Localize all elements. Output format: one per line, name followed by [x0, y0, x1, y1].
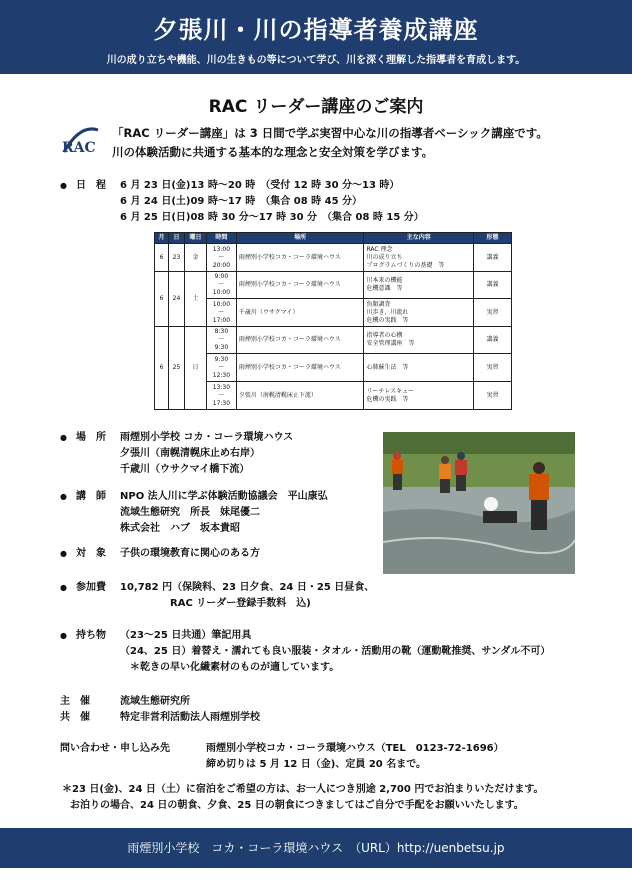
intro-line-1: 「RAC リーダー講座」は 3 日間で学ぶ実習中心な川の指導者ベーシック講座です。 [112, 126, 548, 140]
instructors-label: 講 師 [76, 491, 106, 502]
organizer-label: 主 催 [60, 696, 90, 707]
bullet-icon: ● [60, 181, 67, 190]
items-lines [120, 628, 550, 676]
items-label: 持ち物 [76, 630, 106, 641]
schedule-line: 6 月 24 日(土)09 時～17 時 （集合 08 時 45 分） [120, 196, 363, 207]
table-row [155, 299, 512, 327]
table-header-row [155, 233, 512, 244]
svg-text:RAC: RAC [62, 140, 96, 156]
table-row [155, 327, 512, 354]
bullet-icon: ● [60, 631, 67, 640]
cell-weekday: 日 [184, 327, 206, 410]
cell-time: 13:30 ～ 17:30 [206, 382, 236, 410]
cell-form: 実習 [474, 382, 512, 410]
organizer-value: 流域生態研究所 [120, 696, 190, 707]
bullet-icon: ● [60, 549, 67, 558]
contact-deadline: 締め切りは 5 月 12 日（金)、定員 20 名まで。 [206, 759, 427, 770]
coorganizer-value: 特定非営利活動法人雨煙別学校 [120, 712, 260, 723]
cell-time: 10:00 ～ 17:00 [206, 299, 236, 327]
venue-line: 雨煙別小学校 コカ・コーラ環境ハウス [120, 432, 294, 443]
cell-form: 実習 [474, 299, 512, 327]
fee-lines [120, 580, 374, 612]
items-line: ＊乾きの早い化繊素材のものが適しています。 [120, 662, 340, 673]
cell-form: 実習 [474, 354, 512, 382]
notes-section [62, 782, 544, 814]
intro-text [112, 124, 548, 162]
cell-content: RAC 理念 川の成り立ち プログラムづくりの基礎 等 [364, 244, 474, 272]
target-line: 子供の環境教育に関心のある方 [120, 548, 260, 559]
table-row [155, 382, 512, 410]
table-header: 場所 [236, 233, 364, 244]
fee-line: RAC リーダー登録手数料 込) [120, 598, 311, 609]
cell-month: 6 [155, 327, 169, 410]
cell-weekday: 土 [184, 272, 206, 327]
cell-month: 6 [155, 244, 169, 272]
cell-place: 雨煙別小学校コカ・コーラ環境ハウス [236, 354, 364, 382]
page-title: 夕張川・川の指導者養成講座 [153, 16, 479, 44]
bullet-icon: ● [60, 492, 67, 501]
cell-month: 6 [155, 272, 169, 327]
coorganizer-label: 共 催 [60, 712, 90, 723]
table-row [155, 244, 512, 272]
cell-time: 8:30 ～ 9:30 [206, 327, 236, 354]
venue-lines [120, 430, 293, 478]
instructors-lines [120, 489, 328, 537]
schedule-line: 6 月 23 日(金)13 時～20 時 （受付 12 時 30 分～13 時） [120, 180, 400, 191]
table-row [155, 354, 512, 382]
page-subtitle: 川の成り立ちや機能、川の生きもの等について学び、川を深く理解した指導者を育成します。 [106, 55, 526, 66]
river-activity-photo [383, 432, 575, 574]
bullet-icon: ● [60, 433, 67, 442]
instructor-line: NPO 法人川に学ぶ体験活動協議会 平山康弘 [120, 491, 328, 502]
cell-content: 指導者の心構 安全管理講座 等 [364, 327, 474, 354]
intro-line-2: 川の体験活動に共通する基本的な理念と安全対策を学びます。 [112, 145, 434, 159]
table-header: 月 [155, 233, 169, 244]
schedule-lines [120, 178, 424, 226]
cell-content: リーチレスキュー 危機の実践 等 [364, 382, 474, 410]
venue-line: 夕張川（南幌清幌床止め右岸） [120, 448, 260, 459]
contact-value: 雨煙別小学校コカ・コーラ環境ハウス（TEL 0123-72-1696） [206, 743, 504, 754]
fee-label: 参加費 [76, 582, 106, 593]
cell-form: 講義 [474, 272, 512, 299]
note-line: ＊23 日(金)、24 日（土）に宿泊をご希望の方は、お一人につき別途 2,700 円でお泊まりいただけます。 [62, 784, 544, 795]
river-photo-graphic [383, 432, 575, 574]
schedule-table [154, 232, 512, 410]
cell-weekday: 金 [184, 244, 206, 272]
cell-form: 講義 [474, 244, 512, 272]
contact-label: 問い合わせ・申し込み先 [60, 743, 170, 754]
venue-label: 場 所 [76, 432, 106, 443]
schedule-label: 日 程 [76, 180, 106, 191]
cell-time: 9:30 ～ 12:30 [206, 354, 236, 382]
table-header: 日 [168, 233, 184, 244]
target-label: 対 象 [76, 548, 106, 559]
table-row [155, 272, 512, 299]
cell-place: 雨煙別小学校コカ・コーラ環境ハウス [236, 327, 364, 354]
cell-place: 夕張川（南幌清幌床止下流） [236, 382, 364, 410]
target-lines [120, 546, 260, 562]
rac-logo-graphic [60, 122, 100, 158]
table-header: 主な内容 [364, 233, 474, 244]
cell-day: 24 [168, 272, 184, 327]
rac-logo [60, 122, 100, 158]
instructor-line: 株式会社 ハブ 坂本貴昭 [120, 523, 240, 534]
header-banner [0, 0, 632, 74]
instructor-line: 流域生態研究 所長 妹尾優二 [120, 507, 260, 518]
bullet-icon: ● [60, 583, 67, 592]
note-line: お泊りの場合、24 日の朝食、夕食、25 日の朝食につきましてはご自分で手配をお願いいたします。 [70, 800, 524, 811]
cell-place: 千歳川（ウサクマイ） [236, 299, 364, 327]
cell-day: 25 [168, 327, 184, 410]
venue-line: 千歳川（ウサクマイ橋下流） [120, 464, 250, 475]
cell-form: 講義 [474, 327, 512, 354]
cell-time: 13:00 ～ 20:00 [206, 244, 236, 272]
section-heading: RAC リーダー講座のご案内 [208, 97, 424, 117]
footer-bar: 雨煙別小学校 コカ・コーラ環境ハウス （URL）http://uenbetsu.jp [0, 828, 632, 868]
fee-line: 10,782 円（保険料、23 日夕食、24 日・25 日昼食、 [120, 582, 375, 593]
schedule-line: 6 月 25 日(日)08 時 30 分～17 時 30 分 （集合 08 時 15 分） [120, 212, 424, 223]
cell-place: 雨煙別小学校コカ・コーラ環境ハウス [236, 244, 364, 272]
cell-time: 9:00 ～ 10:00 [206, 272, 236, 299]
table-header: 時間 [206, 233, 236, 244]
cell-content: 魚類調査 川歩き、川流れ 危機の実践 等 [364, 299, 474, 327]
cell-content: 心肺蘇生法 等 [364, 354, 474, 382]
cell-place: 雨煙別小学校コカ・コーラ環境ハウス [236, 272, 364, 299]
items-line: （24、25 日）着替え・濡れても良い服装・タオル・活動用の靴（運動靴推奨、サンダル不可） [120, 646, 551, 657]
items-line: （23～25 日共通）筆記用具 [120, 630, 252, 641]
cell-day: 23 [168, 244, 184, 272]
contact-lines [206, 741, 504, 773]
table-header: 形態 [474, 233, 512, 244]
cell-content: 川本来の機能 危機意識 等 [364, 272, 474, 299]
table-header: 曜日 [184, 233, 206, 244]
